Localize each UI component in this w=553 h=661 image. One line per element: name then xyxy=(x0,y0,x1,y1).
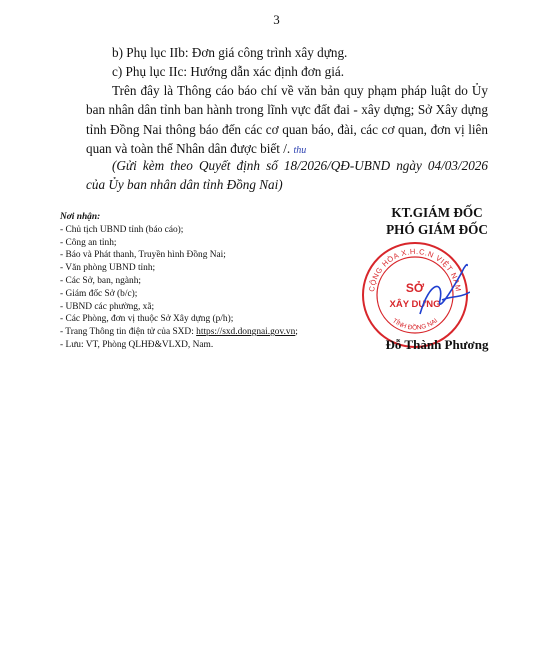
recipient-item: - Lưu: VT, Phòng QLHĐ&VLXD, Nam. xyxy=(60,339,214,350)
recipients-block xyxy=(60,211,360,352)
recipient-item: - Các Phòng, đơn vị thuộc Sở Xây dựng (p/h); xyxy=(60,314,234,325)
recipient-item: - Giám đốc Sở (b/c); xyxy=(60,288,138,299)
appendix-c-line: c) Phụ lục IIc: Hướng dẫn xác định đơn giá. xyxy=(112,64,345,79)
website-suffix: ; xyxy=(295,327,298,338)
recipient-item: - Các Sở, ban, ngành; xyxy=(60,275,141,286)
seal-ring-text: CỘNG HÒA X.H.C.N VIỆT NAM xyxy=(367,246,463,293)
appendix-b-line: b) Phụ lục IIb: Đơn giá công trình xây dựng. xyxy=(112,45,348,60)
recipients-heading: Nơi nhận: xyxy=(60,212,101,222)
signature-title-line2: PHÓ GIÁM ĐỐC xyxy=(386,222,488,237)
recipient-item: - Báo và Phát thanh, Truyền hình Đồng Nai; xyxy=(60,250,226,261)
recipient-item-website xyxy=(60,326,360,339)
recipient-item: - UBND các phường, xã; xyxy=(60,301,155,312)
seal-center-line1: SỞ xyxy=(405,281,425,295)
recipient-item: - Chủ tịch UBND tỉnh (báo cáo); xyxy=(60,224,184,235)
page-number: 3 xyxy=(273,12,280,27)
signature-title-line1: KT.GIÁM ĐỐC xyxy=(391,205,483,220)
website-link[interactable]: https://sxd.dongnai.gov.vn xyxy=(196,327,296,338)
seal-bottom-text: TỈNH ĐỒNG NAI xyxy=(390,317,440,332)
body-paragraph xyxy=(86,81,488,160)
initials: thu xyxy=(293,144,307,156)
website-prefix: - Trang Thông tin điện tử của SXD: xyxy=(60,327,197,338)
signer-name: Đỗ Thành Phương xyxy=(385,337,489,352)
recipient-item: - Văn phòng UBND tỉnh; xyxy=(60,263,156,274)
recipient-item: - Công an tỉnh; xyxy=(60,237,117,248)
official-seal xyxy=(360,240,470,350)
attachment-note: (Gửi kèm theo Quyết định số 18/2026/QĐ-UBND ngày 04/03/2026 của Ủy ban nhân dân tỉnh Đồng Nai) xyxy=(86,158,488,193)
seal-center-line2: XÂY DỰNG xyxy=(389,299,441,310)
body-paragraph-text: Trên đây là Thông cáo báo chí về văn bản quy phạm pháp luật do Ủy ban nhân dân tỉnh ban hành trong lĩnh vực đất đai - xây dựng; Sở Xây dựng tỉnh Đồng Nai thông báo đến các cơ quan báo, đài, các cơ quan, đơn vị liên quan và toàn thể Nhân dân được biết /. xyxy=(86,83,488,156)
seal-inner-ring xyxy=(377,257,453,333)
